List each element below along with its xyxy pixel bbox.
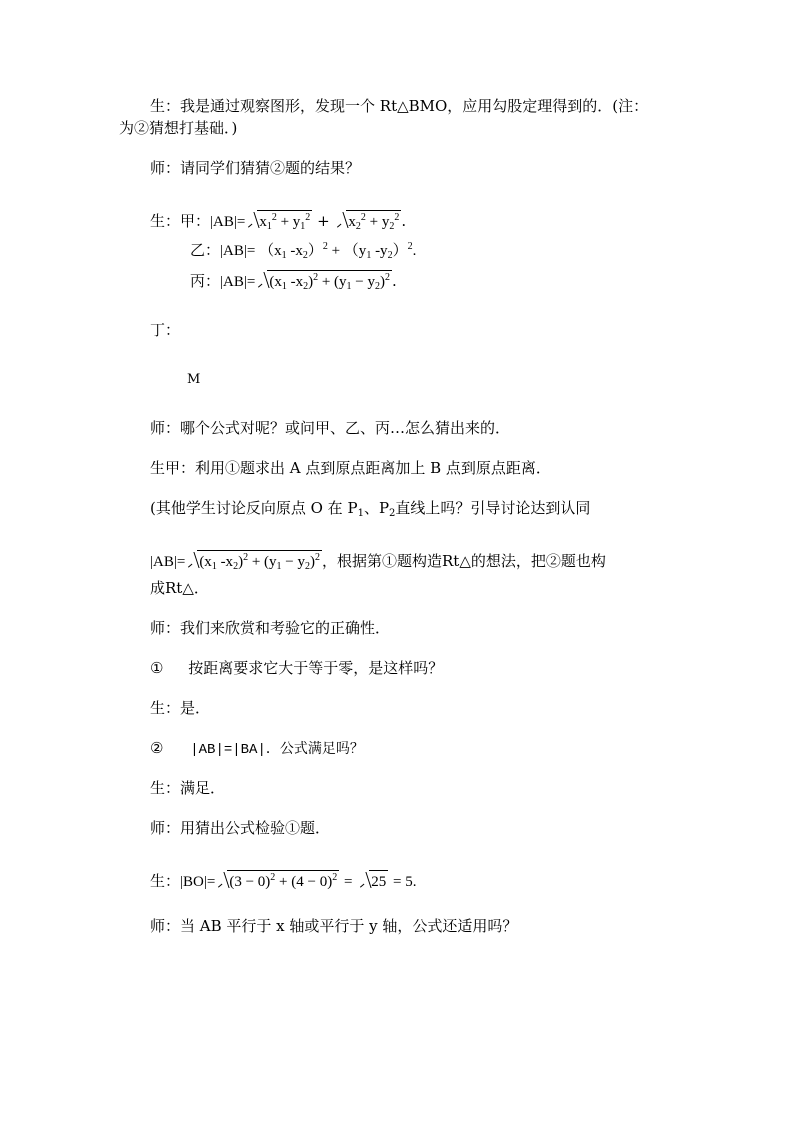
paragraph-line-1: 生：我是通过观察图形，发现一个 Rt△BMO，应用勾股定理得到的．(注： [150,97,649,115]
distance-formula-line: $|AB|= (x_1$ $-x_2)^2 + (y_1 - y_2)^2$ ，根据第①题构造Rt△的想法，把②题也构 [150,552,606,572]
item-text-2: |AB|=|BA|．公式满足吗？ [190,742,364,758]
teacher-question-2: 师：请同学们猜猜②题的结果？ [150,159,361,177]
teacher-question-6: 师：当 AB 平行于 x 轴或平行于 y 轴，公式还适用吗？ [150,917,518,935]
radicand: $(3 - 0)^2 + (4 - 0)^2$ [229,872,338,890]
distance-formula-line-cont: 成Rt△． [150,579,209,597]
paragraph-line-1-cont: 为②猜想打基础．) [119,119,238,137]
radicand: $x_1^2 + y_1^2$ [259,212,311,232]
student-answer-yes: 生：是． [150,699,211,717]
formula-bing: 丙：$|AB|= (x_1$ $-x_2)^2 + (y_1 - y_2)^2$ . [190,272,397,292]
sqrt-sign [246,210,312,232]
sqrt-sign [358,870,388,892]
item-text-1: 按距离要求它大于等于零，是这样吗？ [188,659,444,677]
teacher-question-3: 师：哪个公式对呢？或问甲、乙、丙…怎么猜出来的． [150,419,511,437]
formula-yi-label: 乙： [190,241,221,259]
cut-off-glyph: M [187,372,201,387]
sqrt-sign [256,270,392,292]
sqrt-sign [335,210,401,232]
formula-jia: 生：甲：$|AB|= x_1^2 + y_1^2 + x_2^2 + y_2^2$ . [150,212,407,232]
item-number-1: ① [150,659,164,677]
discussion-line: (其他学生讨论反向原点 O 在 $P_1$、$P_2$直线上吗？引导讨论达到认同 [150,499,591,519]
item-number-2: ② [150,739,164,757]
sqrt-sign [186,550,322,572]
check-item-1 [150,658,443,678]
bo-formula: 生：$|BO|= (3 - 0)^2 + (4 - 0)^2 = 25 = 5$. [150,872,417,890]
formula-ding-label: 丁： [150,321,181,339]
teacher-statement-5: 师：用猜出公式检验①题． [150,819,331,837]
student-answer-satisfied: 生：满足． [150,779,226,797]
formula-yi: 乙：$|AB|= (x_1$ $-x_2)^2 + (y_1$ $-y_2)^2$. [190,241,417,261]
sqrt-sign [216,870,339,892]
check-item-2 [150,738,364,760]
radicand: $x_2^2 + y_2^2$ [348,212,400,232]
formula-bing-label: 丙： [190,272,221,290]
formula-jia-label: 生：甲： [150,212,211,230]
radicand: 25 [369,870,388,892]
teacher-statement-4: 师：我们来欣赏和考验它的正确性． [150,619,391,637]
student-answer-jia: 生甲：利用①题求出 A 点到原点距离加上 B 点到原点距离． [150,459,551,477]
radicand: ($x_1$ $-x_2)^2 + (y_1 - y_2)^2$ [269,272,391,292]
formula-jia-lhs: |AB|= [210,214,246,230]
radicand: ($x_1$ $-x_2)^2 + (y_1 - y_2)^2$ [199,552,320,572]
